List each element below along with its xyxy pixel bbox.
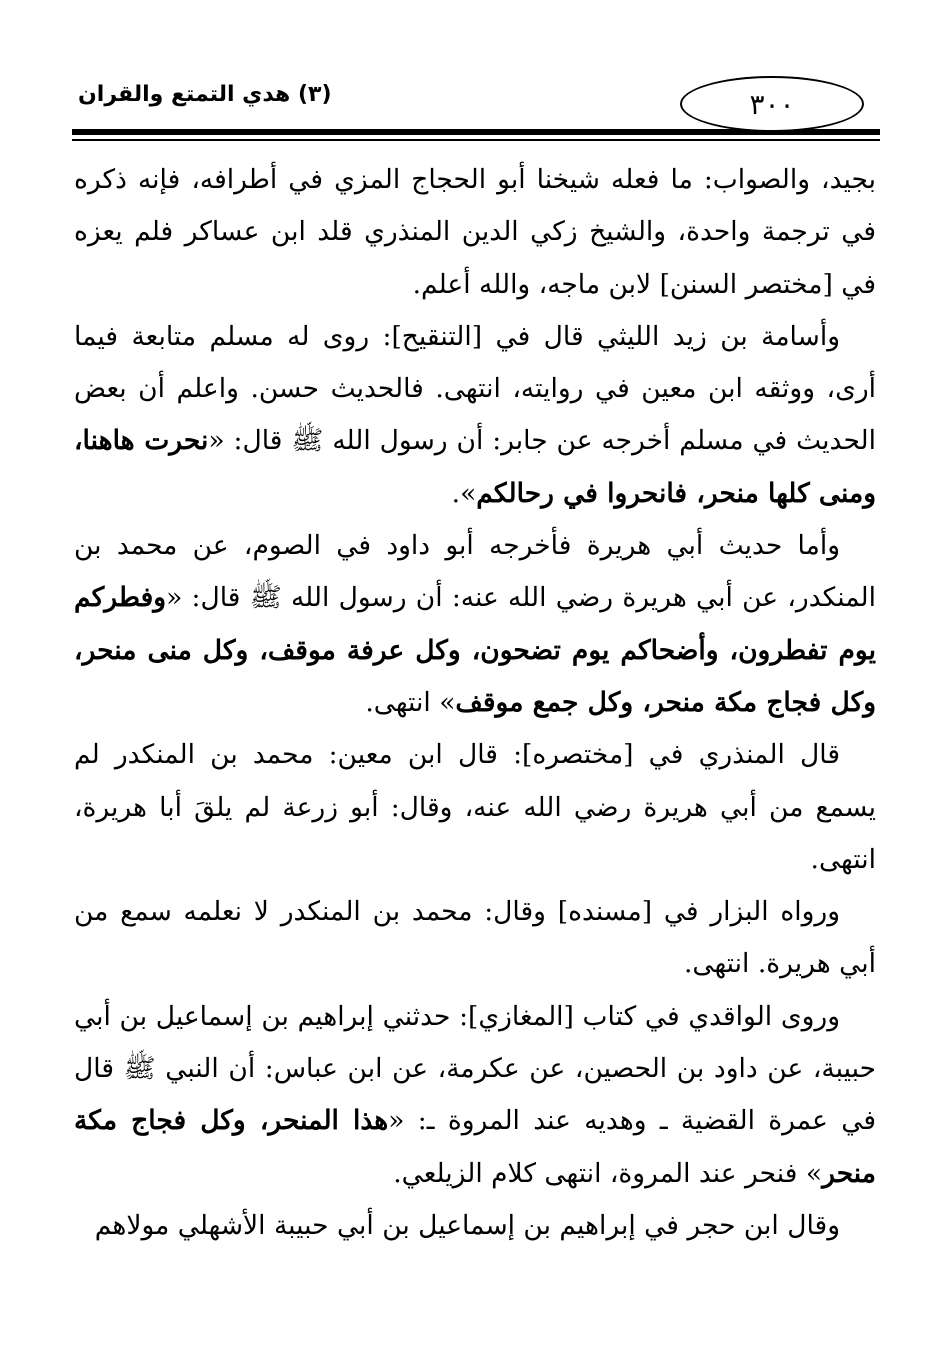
page-number-oval xyxy=(680,76,864,132)
text-run: وقال ابن حجر في إبراهيم بن إسماعيل بن أبي حبيبة الأشهلي مولاهم xyxy=(94,1209,840,1241)
text-run: ورواه البزار في [مسنده] وقال: محمد بن المنكدر لا نعلمه سمع من أبي هريرة. انتهى. xyxy=(74,896,876,980)
hadith-text-bold: نحرت هاهنا، ومنى كلها منحر، فانحروا في رحالكم xyxy=(74,425,876,509)
text-run: قال المنذري في [مختصره]: قال ابن معين: محمد بن المنكدر لم يسمع من أبي هريرة رضي الله عنه، وقال: أبو زرعة لم يلقَ أبا هريرة، انتهى. xyxy=(74,739,876,875)
text-run: وأسامة بن زيد الليثي قال في [التنقيح]: روى له مسلم متابعة فيما أرى، ووثقه ابن معين في روايته، انتهى. فالحديث حسن. واعلم أن بعض الحديث في مسلم أخرجه عن جابر: أن رسول الله ﷺ قال: « xyxy=(74,320,876,457)
text-run: » فنحر عند المروة، انتهى كلام الزيلعي. xyxy=(393,1157,823,1189)
text-run: بجيد، والصواب: ما فعله شيخنا أبو الحجاج المزي في أطرافه، فإنه ذكره في ترجمة واحدة، والشيخ زكي الدين المنذري قلد ابن عساكر فلم يعزه في [مختصر السنن] لابن ماجه، والله أعلم. xyxy=(74,164,876,300)
page-header xyxy=(72,72,880,142)
paragraph xyxy=(74,886,876,991)
paragraph xyxy=(74,520,876,729)
page-number: ٣٠٠ xyxy=(749,87,795,121)
text-run: » انتهى. xyxy=(365,686,456,718)
paragraph xyxy=(74,1200,876,1252)
paragraph xyxy=(74,311,876,520)
hadith-text-bold: وفطركم يوم تفطرون، وأضحاكم يوم تضحون، وكل عرفة موقف، وكل منى منحر، وكل فجاج مكة منحر، وكل جمع موقف xyxy=(74,582,876,718)
text-run: وأما حديث أبي هريرة فأخرجه أبو داود في الصوم، عن محمد بن المنكدر، عن أبي هريرة رضي الله عنه: أن رسول الله ﷺ قال: « xyxy=(74,530,876,614)
running-title: (٣) هدي التمتع والقران xyxy=(78,82,332,107)
header-rule-thin xyxy=(72,139,880,141)
text-run: وروى الواقدي في كتاب [المغازي]: حدثني إبراهيم بن إسماعيل بن أبي حبيبة، عن داود بن الحصين، عن عكرمة، عن ابن عباس: أن النبي ﷺ قال في عمرة القضية ـ وهديه عند المروة ـ: « xyxy=(74,1000,876,1137)
hadith-text-bold: هذا المنحر، وكل فجاج مكة منحر xyxy=(74,1105,876,1189)
paragraph xyxy=(74,991,876,1200)
text-run: ». xyxy=(451,477,477,509)
paragraph xyxy=(74,154,876,311)
paragraph xyxy=(74,729,876,886)
page-body xyxy=(74,154,876,1252)
